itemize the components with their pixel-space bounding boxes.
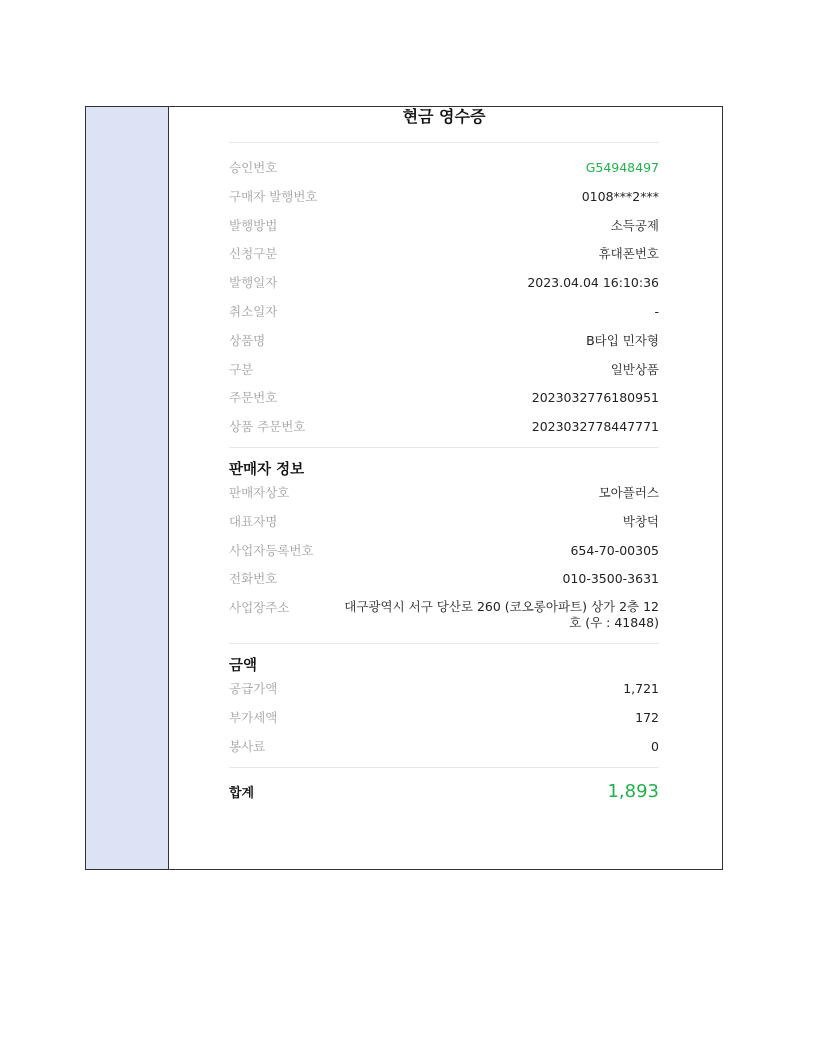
amount-value: 1,721 bbox=[623, 681, 659, 697]
receipt-info-section bbox=[229, 143, 659, 447]
seller-value: 모아플러스 bbox=[598, 484, 659, 500]
amount-label: 부가세액 bbox=[229, 709, 278, 725]
info-row-order-number bbox=[229, 389, 659, 418]
amount-value: 172 bbox=[635, 709, 659, 725]
seller-row-representative bbox=[229, 513, 659, 542]
info-value: B타입 민자형 bbox=[586, 332, 659, 348]
info-label: 취소일자 bbox=[229, 303, 278, 319]
seller-address-value: 대구광역시 서구 당산로 260 (코오롱아파트) 상가 2층 12호 (우 : 41848) bbox=[344, 599, 659, 631]
total-row bbox=[229, 767, 659, 816]
approval-number-value: G54948497 bbox=[585, 160, 659, 175]
amount-row-vat bbox=[229, 709, 659, 738]
amount-section bbox=[229, 644, 659, 815]
amount-row-service-fee bbox=[229, 738, 659, 767]
seller-row-business-number bbox=[229, 542, 659, 571]
main-content-cell bbox=[169, 107, 722, 869]
amount-section-title: 금액 bbox=[229, 658, 258, 675]
receipt-title: 현금 영수증 bbox=[229, 106, 659, 143]
amount-label: 공급가액 bbox=[229, 681, 278, 697]
amount-value: 0 bbox=[651, 738, 659, 754]
info-row-buyer-number bbox=[229, 188, 659, 217]
info-row-request-type bbox=[229, 245, 659, 274]
info-row-approval-number bbox=[229, 159, 659, 188]
seller-label: 사업장주소 bbox=[229, 600, 290, 616]
info-value: 휴대폰번호 bbox=[598, 246, 659, 262]
amount-row-supply bbox=[229, 680, 659, 709]
document-table bbox=[85, 106, 723, 870]
info-value: 일반상품 bbox=[610, 361, 659, 377]
info-label: 발행방법 bbox=[229, 217, 278, 233]
total-label: 합계 bbox=[229, 786, 255, 802]
info-label: 주문번호 bbox=[229, 390, 278, 406]
seller-row-phone bbox=[229, 570, 659, 599]
info-label: 구분 bbox=[229, 361, 254, 377]
seller-row-address bbox=[229, 599, 659, 643]
cash-receipt bbox=[229, 107, 659, 816]
info-value: 2023032776180951 bbox=[531, 390, 659, 406]
info-label: 신청구분 bbox=[229, 246, 278, 262]
info-row-product-name bbox=[229, 332, 659, 361]
info-label: 발행일자 bbox=[229, 275, 278, 291]
info-value: 2023032778447771 bbox=[531, 419, 659, 435]
info-row-issue-date bbox=[229, 274, 659, 303]
seller-info-section bbox=[229, 448, 659, 643]
amount-label: 봉사료 bbox=[229, 738, 266, 754]
info-label: 상품 주문번호 bbox=[229, 419, 306, 435]
info-label: 구매자 발행번호 bbox=[229, 188, 318, 204]
info-value: 2023.04.04 16:10:36 bbox=[527, 275, 659, 291]
total-value: 1,893 bbox=[607, 781, 659, 803]
seller-label: 사업자등록번호 bbox=[229, 542, 314, 558]
seller-label: 판매자상호 bbox=[229, 484, 290, 500]
side-column-cell bbox=[86, 107, 169, 869]
seller-label: 전화번호 bbox=[229, 571, 278, 587]
info-label: 승인번호 bbox=[229, 160, 278, 175]
seller-value: 박창덕 bbox=[622, 513, 659, 529]
info-value: 소득공제 bbox=[610, 217, 659, 233]
seller-value: 654-70-00305 bbox=[570, 542, 659, 558]
seller-section-title: 판매자 정보 bbox=[229, 461, 305, 478]
seller-label: 대표자명 bbox=[229, 513, 278, 529]
info-label: 상품명 bbox=[229, 332, 266, 348]
info-row-cancel-date bbox=[229, 303, 659, 332]
seller-value: 010-3500-3631 bbox=[562, 571, 659, 587]
info-row-issue-method bbox=[229, 217, 659, 246]
info-value: 0108***2*** bbox=[581, 188, 659, 204]
info-row-product-order-number bbox=[229, 418, 659, 447]
info-value: - bbox=[654, 303, 659, 319]
info-row-category bbox=[229, 361, 659, 390]
seller-row-name bbox=[229, 484, 659, 513]
